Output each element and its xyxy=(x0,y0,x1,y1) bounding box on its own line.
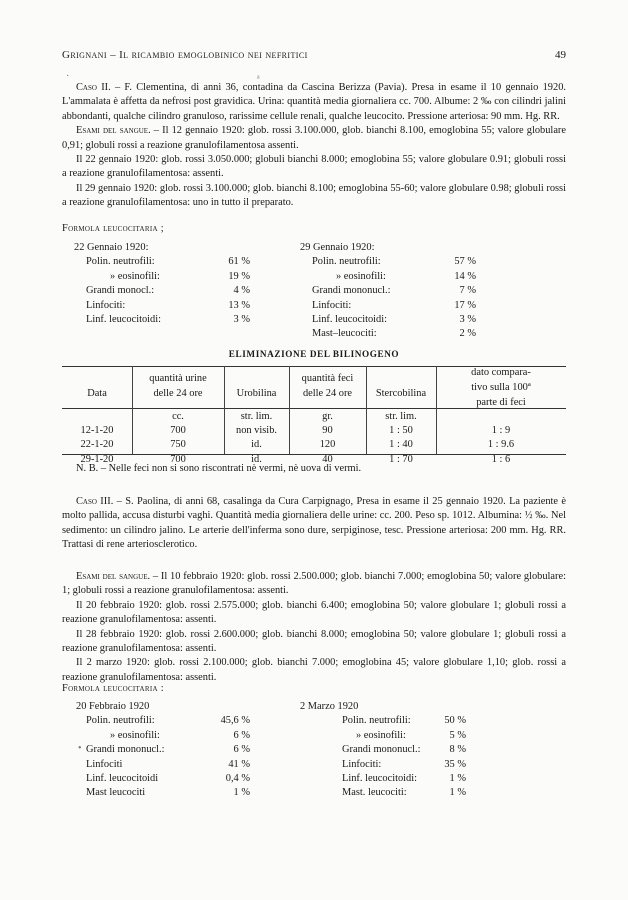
table-cell: 750 xyxy=(170,439,186,451)
formula-row xyxy=(76,758,250,772)
case3-intro: Caso III. – S. Paolina, di anni 68, casalinga da Cura Carpignago, Presa in esame il 25 gennaio 1920. La paziente è molto pallida, accusa disturbi vaghi. Quantità media giornaliera delle urine: cc. 200. Peso sp. 1012. Albumina: ½ ‰. Nel sedimento: un cilindro jalino. Le arterie dell'inferma sono dure, serpiginose, tesc. Pressione arteriosa: 200 mm. Hg. RR. Trattasi di rene arteriosclerotico. xyxy=(62,496,566,551)
formula-row xyxy=(76,786,250,800)
formula-label: » eosinofili: xyxy=(110,729,160,741)
formula-row xyxy=(300,786,476,800)
formula-row xyxy=(74,299,250,313)
formula-date: 2 Marzo 1920 xyxy=(300,701,359,712)
formula-label: Mast–leucociti: xyxy=(312,328,377,340)
table-cell: 29-1-20 xyxy=(80,453,114,465)
table-header: parte di feci xyxy=(476,397,526,408)
formula-row xyxy=(74,270,250,284)
formula-label: Polin. neutrofili: xyxy=(312,256,381,268)
formula-label: Linfociti: xyxy=(342,758,382,770)
formula-label: Mast leucociti xyxy=(86,787,146,799)
formula-date: 22 Gennaio 1920: xyxy=(74,242,149,253)
formula-value: 17 % xyxy=(454,299,476,311)
formula-value: 57 % xyxy=(454,256,476,268)
formula-value: 13 % xyxy=(228,299,250,311)
formula-row xyxy=(300,313,476,327)
formula-value: 45,6 % xyxy=(220,715,250,727)
scan-speck: · xyxy=(66,71,70,82)
table-cell: id. xyxy=(251,453,262,465)
formula-label: Linf. leucocitoidi: xyxy=(312,313,388,325)
table-unit: str. lim. xyxy=(385,411,417,422)
formula-row xyxy=(300,327,476,341)
scan-speck: ᵃ xyxy=(257,73,260,84)
case3-paragraph: Il 2 marzo 1920: glob. rossi 2.100.000; glob. bianchi 7.000; emoglobina 45; valore globulare 1,10; glob. rossi a reazione granulofilamentosa: assenti. xyxy=(62,657,566,683)
formula-row xyxy=(300,729,476,743)
formula-label: Linf. leucocitoidi xyxy=(86,772,159,784)
case2-formula-right xyxy=(300,241,476,342)
table-cell: 12-1-20 xyxy=(80,425,114,436)
table-header: delle 24 ore xyxy=(302,388,353,399)
table-cell: 700 xyxy=(170,425,186,436)
formula-label: Mast. leucociti: xyxy=(342,787,407,799)
case3-paragraph: Il 20 febbraio 1920: glob. rossi 2.575.000; glob. bianchi 6.400; emoglobina 50; valore globulare 1; globuli rossi a reazione granulofilamentosa: assenti. xyxy=(62,599,566,626)
formula-row xyxy=(300,714,476,728)
table-unit: str. lim. xyxy=(240,411,273,422)
formula-row xyxy=(300,758,476,772)
formula-row xyxy=(300,255,476,269)
formula-value: 14 % xyxy=(454,270,476,282)
table-cell: 90 xyxy=(322,425,333,436)
formula-value: 19 % xyxy=(228,270,250,282)
formula-value: 50 % xyxy=(444,715,466,727)
formula-label: » eosinofili: xyxy=(356,729,406,741)
table-cell: 22-1-20 xyxy=(80,439,114,451)
formula-label: Grandi mononucl.: xyxy=(312,285,391,297)
formula-row xyxy=(76,729,250,743)
table-cell: 1 : 6 xyxy=(491,453,511,465)
case3-paragraph: Il 28 febbraio 1920: glob. rossi 2.600.000; glob. bianchi 8.000; emoglobina 50; valore globulare 1; globuli rossi a reazione granulofilamentosa: assenti. xyxy=(62,628,566,655)
case2-paragraph: Esami del sangue. – Il 12 gennaio 1920: glob. rossi 3.100.000, glob. bianchi 8.100, emoglobina 55; valore globulare 0,91; globuli rossi a reazione granulofilamentosa assenti. xyxy=(62,125,567,151)
formula-label: Grandi mononucl.: xyxy=(342,744,421,756)
formula-row xyxy=(300,772,476,786)
table-header: Stercobilina xyxy=(375,388,427,399)
table-cell: id. xyxy=(251,439,262,451)
formula-label: » eosinofili: xyxy=(110,270,160,282)
formula-value: 2 % xyxy=(459,328,476,340)
table-cell: non visib. xyxy=(236,425,277,436)
running-header xyxy=(62,48,566,62)
table-cell: 700 xyxy=(170,453,186,465)
formula-value: 0,4 % xyxy=(225,772,250,784)
running-title: Grignani – Il ricambio emoglobinico nei nefritici xyxy=(62,49,308,61)
formula-value: 8 % xyxy=(449,744,466,756)
page-number: 49 xyxy=(555,49,566,61)
formula-label: Grandi monocl.: xyxy=(86,285,155,297)
formula-value: 1 % xyxy=(449,787,466,799)
formula-date: 29 Gennaio 1920: xyxy=(300,242,375,253)
formula-row xyxy=(74,313,250,327)
formula-label: Grandi mononucl.: xyxy=(86,744,165,756)
table-cell: 1 : 50 xyxy=(389,425,413,436)
note: N. B. – Nelle feci non si sono riscontrati nè vermi, nè uova di vermi. xyxy=(76,463,362,474)
formula-value: 61 % xyxy=(228,256,250,268)
case3-paragraph: Esami del sangue. – Il 10 febbraio 1920: glob. rossi 2.500.000; glob. bianchi 7.000; emoglobina 50; valore globulare: 1; globuli rossi a reazione granulofilamentosa: assenti. xyxy=(62,571,566,597)
table-cell: 1 : 9.6 xyxy=(487,439,515,451)
case2-formula-title: Formola leucocitaria ; xyxy=(62,223,164,234)
case2-paragraph: Caso II. – F. Clementina, di anni 36, contadina da Cascina Berizza (Pavia). Presa in esame il 10 gennaio 1920. L'ammalata è affetta da nefrosi post gravidica. Urina: quantità media giornaliera cc. 700. Albume: 2 ‰ con cilindri jalini abbondanti, qualche cilindro granuloso, rarissime cellule renali, qualche leucocito. Pressione arteriosa: 90 mm. Hg. RR. xyxy=(62,82,566,122)
formula-row xyxy=(76,772,250,786)
case3-blood xyxy=(62,570,566,685)
formula-row xyxy=(76,743,250,757)
formula-row xyxy=(74,284,250,298)
table-header: tivo sulla 100ª xyxy=(471,382,531,393)
table-cell: 1 : 9 xyxy=(491,425,511,436)
formula-value: 1 % xyxy=(449,772,466,784)
table-unit: gr. xyxy=(322,411,333,422)
table-header: Urobilina xyxy=(236,388,277,399)
scan-speck: • xyxy=(78,743,82,754)
formula-value: 3 % xyxy=(233,313,250,325)
table-cell: 1 : 40 xyxy=(389,439,413,451)
table-unit: cc. xyxy=(172,411,184,422)
formula-value: 6 % xyxy=(233,744,250,756)
formula-value: 41 % xyxy=(228,758,250,770)
case3-formula-title: Formola leucocitaria : xyxy=(62,683,164,694)
formula-value: 5 % xyxy=(449,729,466,741)
formula-row xyxy=(74,255,250,269)
case3-formula-right xyxy=(300,700,476,801)
table-cell: 1 : 70 xyxy=(389,453,413,465)
formula-label: Linfociti: xyxy=(86,299,126,311)
formula-label: Polin. neutrofili: xyxy=(86,715,155,727)
formula-value: 7 % xyxy=(459,285,476,297)
case2-paragraph: Il 22 gennaio 1920: glob. rossi 3.050.000; globuli bianchi 8.000; emoglobina 55; valore globulare 0.91; globuli rossi a reazione granulofilamentosa: assenti. xyxy=(62,154,566,180)
table-header: delle 24 ore xyxy=(153,388,203,399)
table-cell: 120 xyxy=(319,439,336,451)
table-header: Data xyxy=(87,388,107,399)
formula-label: Polin. neutrofili: xyxy=(86,256,155,268)
formula-value: 6 % xyxy=(233,729,250,741)
formula-row xyxy=(300,270,476,284)
case3-formula-left xyxy=(76,700,250,801)
formula-label: Polin. neutrofili: xyxy=(342,715,411,727)
formula-label: Linfociti xyxy=(86,758,123,770)
table-title: ELIMINAZIONE DEL BILINOGENO xyxy=(228,349,400,359)
case2-formula-left xyxy=(74,241,250,327)
table-header: dato compara- xyxy=(471,367,531,378)
formula-label: Linf. leucocitoidi: xyxy=(342,772,418,784)
formula-label: Linf. leucocitoidi: xyxy=(86,313,162,325)
formula-date: 20 Febbraio 1920 xyxy=(76,701,150,712)
case2-text xyxy=(62,81,566,211)
formula-value: 4 % xyxy=(233,285,250,297)
formula-label: Linfociti: xyxy=(312,299,352,311)
formula-row xyxy=(300,299,476,313)
table-header: quantità urine xyxy=(149,373,207,384)
case2-paragraph: Il 29 gennaio 1920: glob. rossi 3.100.000; glob. bianchi 8.100; emoglobina 55-60; valore globulare 0.98; globuli rossi a reazione granulofilamentosa: uno in tutto il preparato. xyxy=(62,182,566,209)
formula-row xyxy=(76,714,250,728)
formula-row xyxy=(300,743,476,757)
formula-value: 3 % xyxy=(459,313,476,325)
formula-value: 35 % xyxy=(444,758,466,770)
table-cell: 40 xyxy=(322,453,333,465)
formula-label: » eosinofili: xyxy=(336,270,386,282)
formula-row xyxy=(300,284,476,298)
formula-value: 1 % xyxy=(233,787,250,799)
table-header: quantità feci xyxy=(301,373,354,384)
